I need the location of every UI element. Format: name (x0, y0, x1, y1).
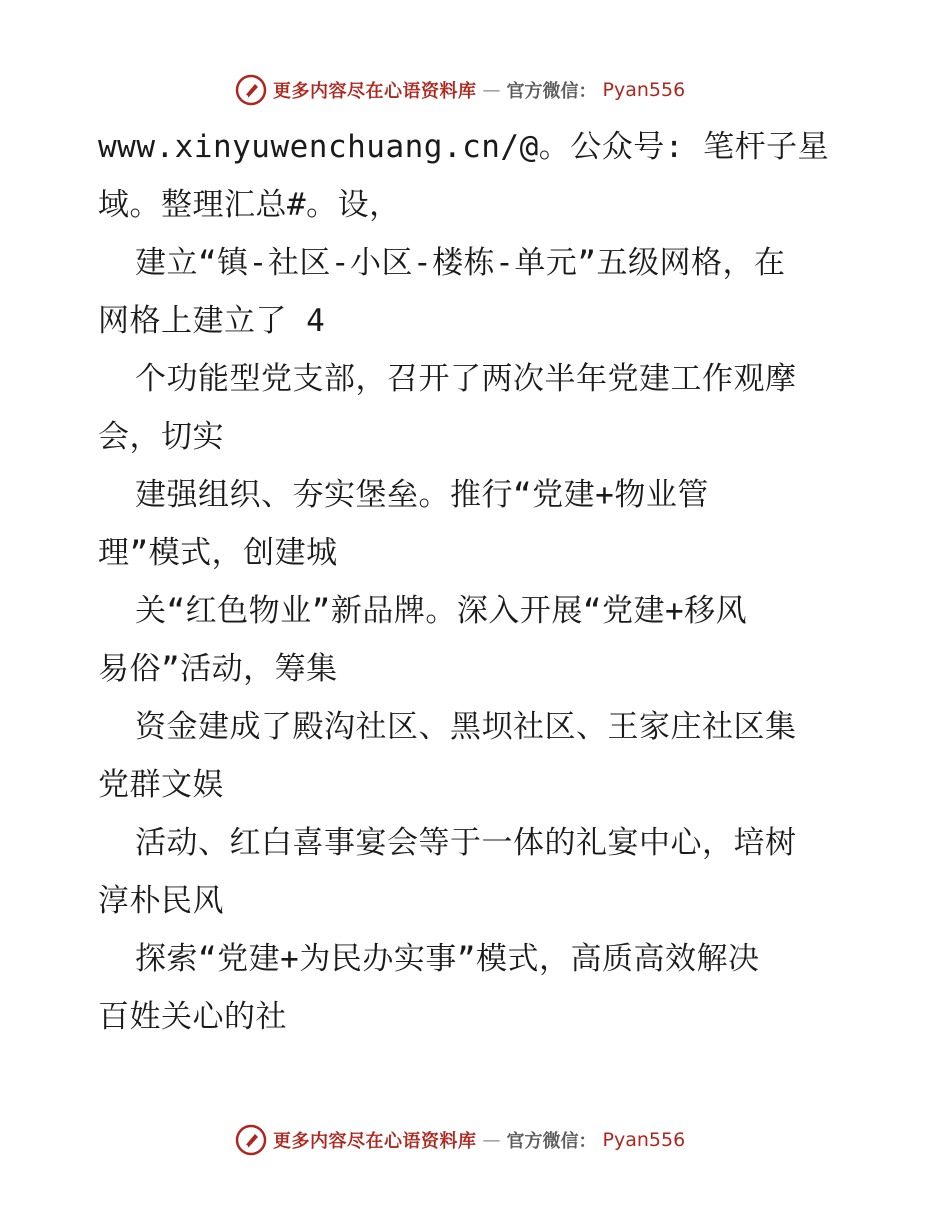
body-text-line: 活动、红白喜事宴会等于一体的礼宴中心，培树 (135, 825, 797, 861)
body-text-line: 探索“党建+为民办实事”模式，高质高效解决 (135, 941, 760, 977)
watermark-wechat-id: Pyan556 (602, 1129, 686, 1151)
body-text-line: 资金建成了殿沟社区、黑坝社区、王家庄社区集 (135, 709, 797, 745)
watermark-wechat-label: 官方微信： (506, 1131, 597, 1152)
watermark-wechat-id: Pyan556 (602, 79, 686, 101)
watermark-separator: — (482, 79, 501, 101)
watermark-main-text: 更多内容尽在心语资料库 (273, 1131, 477, 1152)
body-text-line: 建立“镇-社区-小区-楼栋-单元”五级网格，在 (135, 245, 786, 281)
body-text-line: 党群文娱 (98, 767, 224, 803)
body-text-line: 个功能型党支部，召开了两次半年党建工作观摩 (135, 361, 797, 397)
header-watermark (235, 74, 685, 106)
watermark-separator: — (482, 1129, 501, 1151)
body-text-line: 域。整理汇总#。设， (98, 187, 401, 223)
body-text-line: 百姓关心的社 (98, 999, 287, 1035)
body-text-line: www.xinyuwenchuang.cn/@。公众号: 笔杆子星 (98, 129, 830, 165)
body-text-line: 理”模式，创建城 (98, 535, 338, 571)
body-text-line: 易俗”活动，筹集 (98, 651, 338, 687)
pen-nib-logo-icon (235, 1124, 267, 1156)
body-text-line: 关“红色物业”新品牌。深入开展“党建+移风 (135, 593, 748, 629)
footer-watermark (235, 1124, 685, 1156)
pen-nib-logo-icon (235, 74, 267, 106)
body-text-line: 会，切实 (98, 419, 224, 455)
watermark-main-text: 更多内容尽在心语资料库 (273, 81, 477, 102)
document-body (98, 118, 858, 1046)
body-text-line: 网格上建立了 4 (98, 303, 326, 339)
body-text-line: 淳朴民风 (98, 883, 224, 919)
watermark-wechat-label: 官方微信： (506, 81, 597, 102)
body-text-line: 建强组织、夯实堡垒。推行“党建+物业管 (135, 477, 709, 513)
